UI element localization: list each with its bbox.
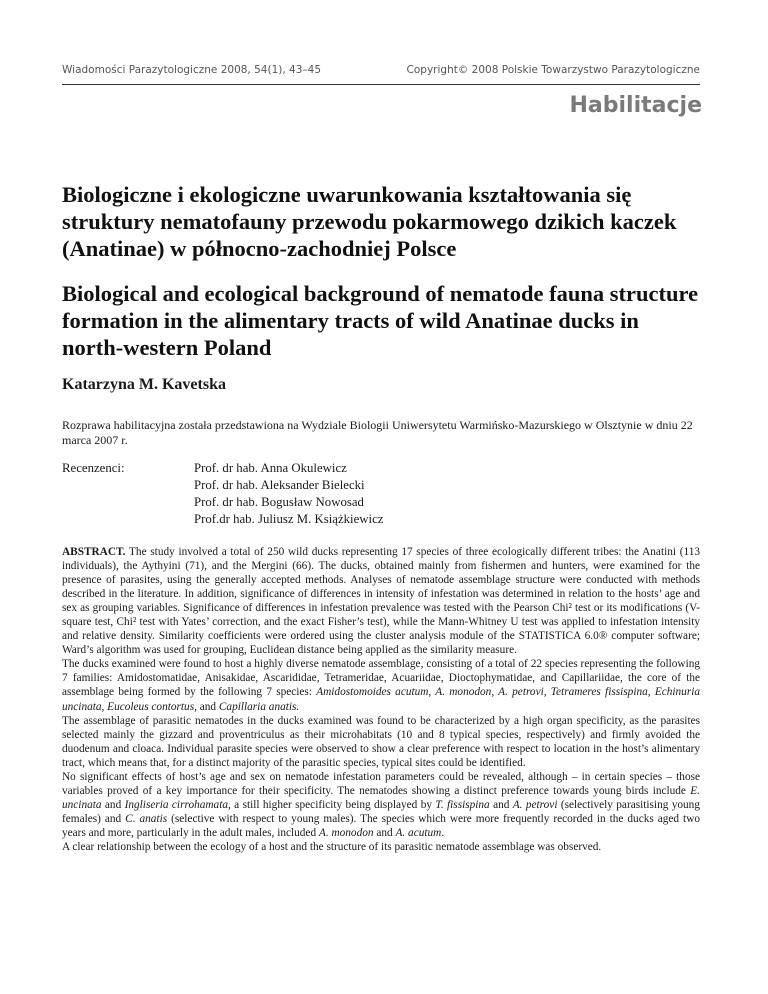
habilitation-note: Rozprawa habilitacyjna została przedstawiona na Wydziale Biologii Uniwersytetu Warmińsko-Mazurskiego w Olsztynie w dniu 22 marca 2007 r. xyxy=(62,418,693,447)
reviewer-item: Prof. dr hab. Aleksander Bielecki xyxy=(194,478,365,492)
species-name: T. fissispina xyxy=(435,798,490,811)
abstract-label: ABSTRACT. xyxy=(62,546,126,558)
abstract-paragraph: No significant effects of host’s age and sex on nematode infestation parameters could be revealed, although – in certain species – those variables proved of a key importance for their specificity. The nematodes showing a distinct preference towards young birds include E. uncinata and Ingliseria cirrohamata, a still higher specificity being displayed by T. fissispina and A. petrovi (selectively parasitising young females) and C. anatis (selective with respect to young males). The species which were more frequently recorded in the ducks aged two years and more, particularly in the adult males, included A. monodon and A. acutum. xyxy=(62,770,700,839)
title-polish: Biologiczne i ekologiczne uwarunkowania kształtowania się struktury nematofauny przewodu pokarmowego dzikich kaczek (Anatinae) w północno-zachodniej Polsce xyxy=(62,182,677,261)
reviewers-list xyxy=(194,460,383,528)
abstract xyxy=(62,545,700,854)
journal-citation: Wiadomości Parazytologiczne 2008, 54(1), 43–45 xyxy=(62,64,321,76)
section-label: Habilitacje xyxy=(569,93,702,118)
species-name: A. monodon xyxy=(318,826,374,839)
header-divider xyxy=(62,84,700,85)
copyright-notice: Copyright© 2008 Polskie Towarzystwo Parazytologiczne xyxy=(406,64,700,76)
author-name: Katarzyna M. Kavetska xyxy=(62,376,226,393)
species-list: Amidostomoides acutum, A. monodon, A. petrovi, Tetrameres fissispina, Echinuria uncinata, Eucoleus contortus, xyxy=(62,686,701,713)
reviewers-block xyxy=(62,460,383,528)
reviewer-item: Prof. dr hab. Anna Okulewicz xyxy=(194,461,347,475)
reviewers-label: Recenzenci: xyxy=(62,461,125,475)
running-header xyxy=(62,64,700,76)
abstract-paragraph: A clear relationship between the ecology of a host and the structure of its parasitic nematode assemblage was observed. xyxy=(62,840,602,853)
title-english: Biological and ecological background of nematode fauna structure formation in the alimentary tracts of wild Anatinae ducks in north-western Poland xyxy=(62,281,699,360)
species-name: E. uncinata xyxy=(62,784,700,811)
reviewer-item: Prof.dr hab. Juliusz M. Książkiewicz xyxy=(194,512,384,526)
abstract-paragraph: ABSTRACT. The study involved a total of 250 wild ducks representing 17 species of three ecologically different tribes: the Anatini (113 individuals), the Aythyini (71), and the Mergini (66). The ducks, obtained mainly from fishermen and hunters, were examined for the presence of parasites, using the generally accepted methods. Analyses of nematode assemblage structure were conducted with methods described in the literature. In addition, significance of differences in intensity of infestation was determined in relation to the hosts’ age and sex as grouping variables. Significance of differences in infestation prevalence was tested with the Pearson Chi² test or its modifications (V-square test, Chi² test with Yates’ correction, and the exact Fisher’s test), while the Mann-Whitney U test was applied to infestation intensity and relative density. Similarity coefficients were ordered using the cluster analysis module of the STATISTICA 6.0® computer software; Ward’s algorithm was used for grouping, Euclidean distance being applied as the similarity measure. xyxy=(62,546,700,657)
species-name: C. anatis xyxy=(125,812,168,825)
reviewer-item: Prof. dr hab. Bogusław Nowosad xyxy=(194,495,364,509)
species-name: A. petrovi xyxy=(512,798,558,811)
abstract-paragraph: The assemblage of parasitic nematodes in the ducks examined was found to be characterized by a high organ specificity, as the parasites selected mainly the gizzard and proventriculus as their microhabitats (10 and 8 typical species, respectively) and firmly avoided the duodenum and cloaca. Individual parasite species were observed to show a clear preference with respect to location in the host’s alimentary tract, which means that, for a distinct majority of the parasitic species, typical sites could be identified. xyxy=(62,714,700,769)
species-name: A. acutum xyxy=(395,826,442,839)
species-name: Ingliseria cirrohamata xyxy=(124,798,228,811)
abstract-paragraph: The ducks examined were found to host a highly diverse nematode assemblage, consisting of a total of 22 species representing the following 7 families: Amidostomatidae, Anisakidae, Ascarididae, Tetrameridae, Acuariidae, Dioctophymatidae, and Capillariidae, the core of the assemblage being formed by the following 7 species: Amidostomoides acutum, A. monodon, A. petrovi, Tetrameres fissispina, Echinuria uncinata, Eucoleus contortus, and Capillaria anatis. xyxy=(62,658,701,713)
species-name: Capillaria anatis. xyxy=(218,700,300,713)
